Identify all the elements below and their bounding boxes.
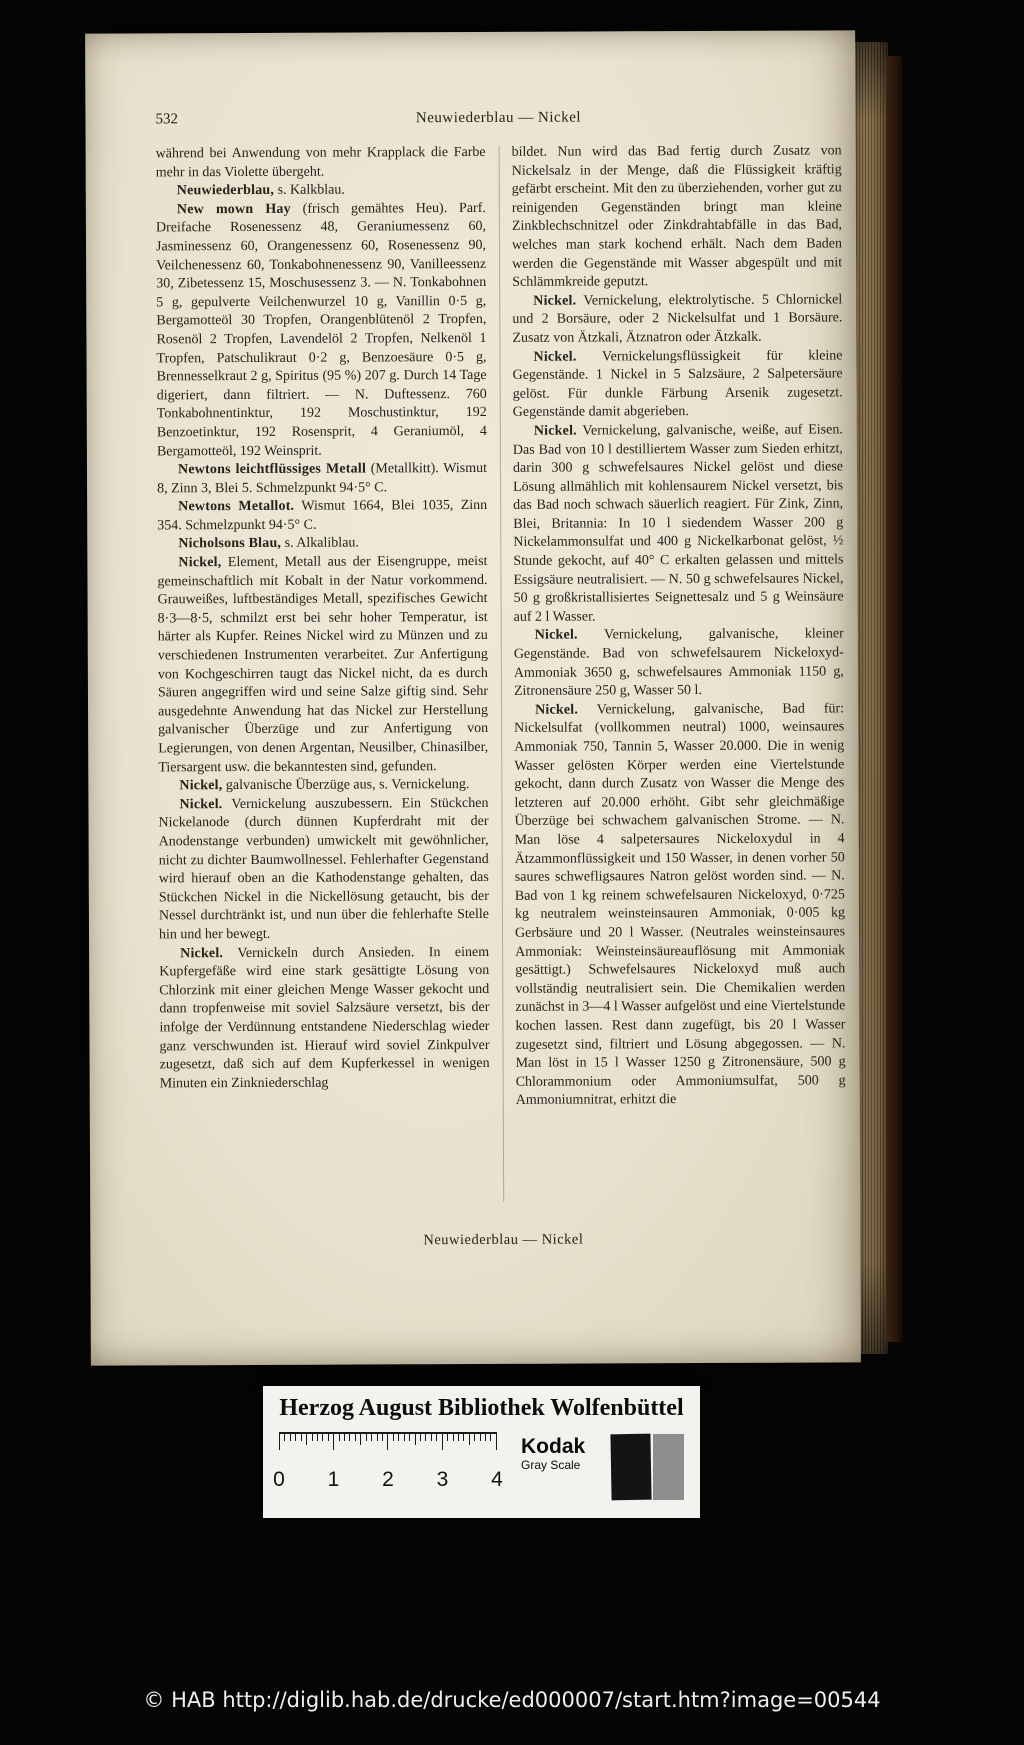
ruler-tick — [344, 1434, 345, 1441]
ruler-tick — [398, 1434, 399, 1441]
entry-paragraph: bildet. Nun wird das Bad fertig durch Zusatz von Nickelsalz in der Menge, daß die Flüssigkeit kräftig gefärbt erscheint. Mit den zu überziehenden, vorher gut zu reinigenden Gegenständen bringt man kleine Zinkblechschnitzel oder Zinkdrahtabfälle in das Bad, welches man stark kochend erhält. Nach dem Baden werden die Gegenstände mit Wasser abgespült und mit Schlämmkreide geputzt. — [511, 143, 843, 290]
kodak-grayscale-label — [521, 1436, 605, 1473]
library-title: Herzog August Bibliothek Wolfenbüttel — [279, 1395, 684, 1421]
image-caption: © HAB http://diglib.hab.de/drucke/ed000007/start.htm?image=00544 — [143, 1688, 881, 1712]
ruler-tick — [458, 1434, 459, 1441]
entry-paragraph: Nickel. Vernickeln durch Ansieden. In einem Kupfergefäße wird eine stark gesättigte Lösung von Chlorzink mit einer gleichen Menge Wasser gekocht und dann tropfenweise mit soviel Salzsäure versetzt, bis der infolge der Verdünnung entstandene Niederschlag wieder ganz verschwunden ist. Hierauf wird soviel Zinkpulver zugesetzt, daß sich auf dem Kupferkessel in wenigen Minuten ein Zinkniederschlag — [159, 944, 490, 1092]
ruler-tick — [322, 1434, 323, 1441]
ruler-tick — [463, 1434, 464, 1441]
entry-paragraph: Nickel. Vernickelung, galvanische, Bad für: Nickelsulfat (vollkommen neutral) 1000, weinsaures Ammoniak 750, Tannin 5, Wasser 20.000. Die in wenig Wasser gelösten Körper werden eine Viertelstunde gekocht, dann durch Zusatz von Wasser die Menge des letzteren auf 20.000 erhöht. Gibt sehr gleichmäßige Überzüge bei schwachem galvanischen Strome. — N. Man löse 4 salpetersaures Nickeloxydul in 4 Ätzammonflüssigkeit und 150 Wasser, in denen vorher 50 saures schwefligsaures Natron gelöst worden sind. — N. Bad von 1 kg reinem schwefelsauren Nickeloxyd, 0·725 kg neutralem weinsteinsauren Ammoniak, 0·005 kg Gerbsäure und 20 l Wasser. (Neutrales weinsteinsaures Ammoniak: Weinsteinsäureauflösung mit Ammoniak gesättigt.) Schwefelsaures Nickeloxyd muß auch vollständig neutralisiert sein. Die Chemikalien werden zunächst in 3—4 l Wasser aufgelöst und eine Viertelstunde kochen lassen. Rest dann zugefügt, bis 20 l Wasser zugesetzt sind, filtriert und Lösung abgegossen. — N. Man löst in 15 l Wasser 1250 g Zitronensäure, 500 g Chlorammonium oder Ammoniumsulfat, 500 g Ammoniumnitrat, erhitzt die — [514, 701, 846, 1109]
ruler-tick — [295, 1434, 296, 1441]
text-column-right — [512, 142, 847, 1207]
ruler-number: 4 — [491, 1468, 503, 1491]
entry-paragraph: Nickel. Vernickelung, elektrolytische. 5 Chlornickel und 2 Borsäure, oder 2 Nickelsulfat und 1 Borsäure. Zusatz von Ätzkali, Ätznatron oder Ätzkalk. — [512, 292, 843, 346]
grayscale-patch-gray — [653, 1434, 684, 1500]
kodak-label: Kodak — [521, 1435, 586, 1458]
ruler-tick — [453, 1434, 454, 1441]
entry-headword: Newtons Metallot. — [178, 499, 295, 515]
entry-paragraph: Nickel. Vernickelung, galvanische, weiße, auf Eisen. Das Bad von 10 l destilliertem Wasser zum Sieden erhitzt, darin 300 g schwefelsaures Nickel gelöst und diese Lösung allmählich mit kohlensaurem Nickel versetzt, bis das Bad noch schwach säuerlich reagiert. Für Zink, Zinn, Blei, Britannia: In 10 l siedendem Wasser 200 g Nickelammonsulfat und 400 g Nickelkarbonat gelöst, ½ Stunde gekocht, auf 40° C erkalten gelassen und mittels Essigsäure neutralisiert. — N. 50 g schwefelsaures Nickel, 50 g großkristallisiertes Seignettesalz und 5 g Weinsäure auf 2 l Wasser. — [512, 422, 844, 625]
ruler-tick — [480, 1434, 481, 1441]
ruler-number: 3 — [436, 1468, 449, 1491]
ruler-tick — [284, 1434, 285, 1441]
ruler-number: 1 — [327, 1468, 340, 1491]
ruler-tick — [474, 1434, 475, 1441]
entry-headword: Nicholsons Blau, — [178, 536, 282, 552]
entry-paragraph: Newtons leichtflüssiges Metall (Metallkitt). Wismut 8, Zinn 3, Blei 5. Schmelzpunkt 94·5° C. — [157, 461, 488, 497]
column-divider — [499, 146, 505, 1202]
entry-paragraph: New mown Hay (frisch gemähtes Heu). Parf. Dreifache Rosenessenz 48, Geraniumessenz 60, Jasminessenz 60, Orangenessenz 60, Rosenessenz 90, Veilchenessenz 60, Tonkabohnenessenz 90, Vanilleessenz 30, Zibetessenz 15, Moschusessenz 3. — N. Tonkabohnen 5 g, gepulverte Veilchenwurzel 10 g, Vanillin 0·5 g, Bergamotteöl 30 Tropfen, Orangenblütenöl 2 Tropfen, Rosenöl 2 Tropfen, Lavendelöl 2 Tropfen, Nelkenöl 1 Tropfen, Patschulikraut 0·2 g, Benzoesäure 0·5 g, Brennesselkraut 2 g, Spiritus (95 %) 207 g. Durch 14 Tage digeriert, dann filtriert. — N. Duftessenz. 760 Tonkabohnentinktur, 192 Moschustinktur, 192 Benzoetinktur, 192 Rosensprit, 4 Geraniumöl, 4 Bergamotteöl, 192 Weinsprit. — [155, 200, 487, 459]
ruler-tick — [442, 1434, 443, 1450]
text-columns — [156, 142, 847, 1209]
entry-headword: Nickel. — [534, 627, 578, 644]
ruler-tick — [366, 1434, 367, 1441]
text-column-left — [156, 144, 491, 1209]
entry-headword: Newtons leichtflüssiges Metall — [177, 461, 367, 478]
ruler-tick — [387, 1434, 388, 1450]
ruler-tick — [431, 1434, 432, 1441]
book-page — [85, 30, 861, 1365]
ruler-tick — [420, 1434, 421, 1441]
calibration-row — [273, 1432, 700, 1500]
entry-headword: Nickel. — [533, 293, 577, 309]
entry-paragraph: Nickel, Element, Metall aus der Eisengruppe, meist gemeinschaftlich mit Kobalt in der Natur vorkommend. Grauweißes, luftbeständiges Metall, spezifisches Gewicht 8·3—8·5, schmilzt erst bei sehr hoher Temperatur, ist härter als Kupfer. Reines Nickel wird zu Münzen und zu verschiedenen Instrumenten verarbeitet. Zur Anfertigung von Kochgeschirren taugt das Nickel nicht, da es durch Säuren angegriffen wird und seine Salze giftig sind. Sehr ausgedehnte Anwendung hat das Nickel zur Herstellung galvanischer Überzüge und zur Anfertigung von Legierungen, von denen Argentan, Neusilber, Chinasilber, Tiersargent usw. die bekanntesten sind, gefunden. — [157, 553, 489, 775]
ruler-ticks — [279, 1432, 497, 1450]
grayscale-patch-black — [610, 1434, 651, 1501]
ruler-number: 0 — [273, 1468, 285, 1491]
ruler-tick — [328, 1434, 329, 1441]
running-footer: Neuwiederblau — Nickel — [423, 1231, 584, 1249]
ruler-tick — [425, 1434, 426, 1441]
entry-paragraph: Newtons Metallot. Wismut 1664, Blei 1035, Zinn 354. Schmelzpunkt 94·5° C. — [157, 498, 488, 534]
ruler-number: 2 — [382, 1468, 394, 1491]
entry-headword: Nickel. — [535, 702, 579, 718]
ruler-tick — [355, 1434, 356, 1441]
entry-headword: Nickel, — [179, 778, 223, 794]
ruler-tick — [382, 1434, 383, 1441]
entry-paragraph: Nickel. Vernickelungsflüssigkeit für kleine Gegenstände. 1 Nickel in 5 Salzsäure, 2 Salpetersäure gelöst. Für dunkle Färbung Arsenik zugesetzt. Gegenstände damit abgerieben. — [512, 347, 843, 421]
entry-paragraph: während bei Anwendung von mehr Krapplack die Farbe mehr in das Violette übergeht. — [155, 144, 486, 180]
page-content — [85, 30, 860, 1250]
ruler-tick — [290, 1434, 291, 1441]
ruler-tick — [409, 1434, 410, 1441]
ruler-tick — [349, 1434, 350, 1441]
ruler — [273, 1432, 503, 1494]
entry-paragraph: Neuwiederblau, s. Kalkblau. — [176, 182, 345, 199]
entry-headword: New mown Hay — [176, 201, 291, 218]
ruler-tick — [360, 1434, 361, 1445]
entry-headword: Nickel. — [533, 423, 577, 439]
entry-paragraph: Nickel, galvanische Überzüge aus, s. Vernickelung. — [179, 777, 470, 794]
entry-paragraph: Nicholsons Blau, s. Alkaliblau. — [178, 535, 359, 552]
page-number: 532 — [155, 111, 179, 128]
ruler-numbers — [273, 1468, 503, 1494]
ruler-tick — [485, 1434, 486, 1441]
ruler-tick — [377, 1434, 378, 1441]
grayscale-patches — [611, 1434, 684, 1500]
entry-headword: Nickel, — [178, 555, 222, 571]
entry-headword: Nickel. — [180, 945, 224, 961]
ruler-tick — [312, 1434, 313, 1441]
entry-paragraph: Nickel. Vernickelung auszubessern. Ein Stückchen Nickelanode (durch dünnen Kupferdraht mit der Anodenstange verbunden) umwickelt mit gewöhnlicher, nicht zu dichter Baumwollnessel. Fehlerhafter Gegenstand wird hierauf oben an die Kathodenstange gehalten, das Stückchen Nickel in die Nickellösung getaucht, bis der Nessel durchtränkt ist, und nun über die fehlerhafte Stelle hin und her bewegt. — [158, 795, 489, 943]
color-calibration-bar — [263, 1386, 700, 1518]
running-header-title: Neuwiederblau — Nickel — [415, 109, 582, 127]
ruler-tick — [279, 1434, 280, 1450]
ruler-tick — [339, 1434, 340, 1441]
ruler-tick — [317, 1434, 318, 1441]
ruler-tick — [469, 1434, 470, 1445]
ruler-tick — [333, 1434, 334, 1450]
ruler-tick — [393, 1434, 394, 1441]
entry-headword: Neuwiederblau, — [176, 183, 275, 199]
ruler-tick — [436, 1434, 437, 1441]
entry-headword: Nickel. — [179, 796, 223, 813]
ruler-tick — [301, 1434, 302, 1441]
entry-headword: Nickel. — [533, 349, 577, 365]
running-header — [155, 106, 841, 129]
book-cover-edge — [886, 56, 903, 1342]
ruler-tick — [415, 1434, 416, 1445]
ruler-tick — [447, 1434, 448, 1441]
kodak-sublabel: Gray Scale — [521, 1458, 581, 1472]
ruler-tick — [496, 1434, 497, 1450]
ruler-tick — [306, 1434, 307, 1445]
ruler-tick — [404, 1434, 405, 1441]
entry-paragraph: Nickel. Vernickelung, galvanische, kleiner Gegenstände. Bad von schwefelsaurem Nickeloxyd-Ammoniak 3650 g, schwefelsaures Ammoniak 1150 g, Zitronensäure 250 g, Wasser 50 l. — [513, 626, 844, 700]
ruler-tick — [490, 1434, 491, 1441]
ruler-tick — [371, 1434, 372, 1441]
